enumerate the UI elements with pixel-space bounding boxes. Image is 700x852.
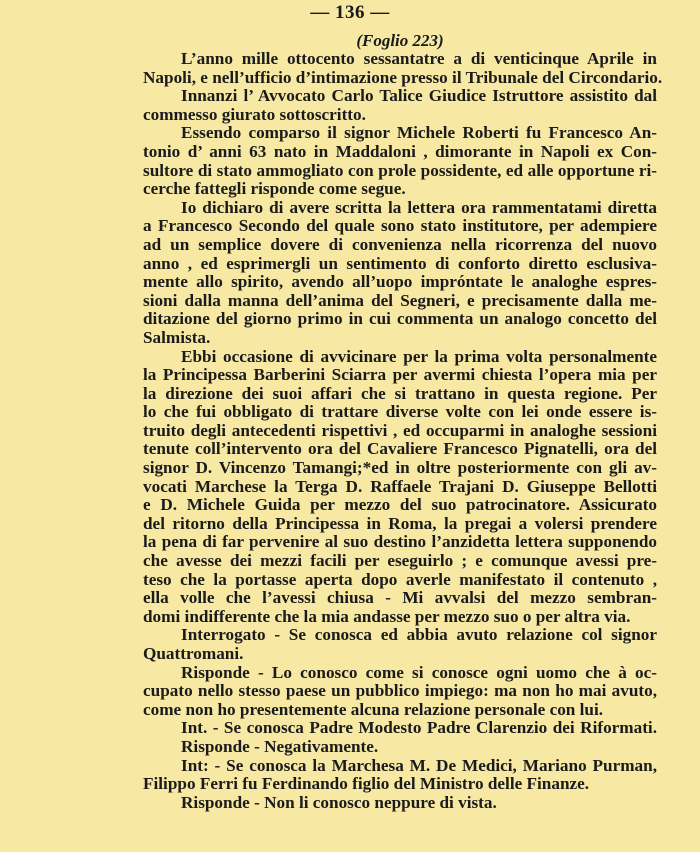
text-line: Salmista. — [143, 327, 211, 347]
text-line: cerche fattegli risponde come segue. — [143, 179, 406, 199]
text-line: lo che fui obbligato di trattare diverse volte con lei onde essere is- — [143, 402, 657, 422]
text-line: anno , ed esprimergli un sentimento di conforto diretto esclusiva- — [143, 253, 657, 273]
text-line: vocati Marchese la Terga D. Raffaele Trajani D. Giuseppe Bellotti — [143, 476, 657, 496]
text-line: Risponde - Negativamente. — [181, 736, 379, 756]
text-line: Filippo Ferri fu Ferdinando figlio del Ministro delle Finanze. — [143, 774, 590, 794]
text-line: del ritorno della Principessa in Roma, la pregai a volersi prendere — [143, 513, 657, 533]
text-line: sioni dalla manna dell’anima del Segneri, e precisamente dalla me- — [143, 290, 657, 310]
text-line: ad un semplice dovere di convenienza nella ricorrenza del nuovo — [143, 234, 657, 254]
text-line: cupato nello stesso paese un pubblico impiego: ma non ho mai avuto, — [143, 681, 657, 701]
page-number: — 136 — — [310, 2, 390, 23]
text-line: commesso giurato sottoscritto. — [143, 104, 366, 124]
text-line: Int: - Se conosca la Marchesa M. De Medici, Mariano Purman, — [181, 755, 657, 775]
text-line: signor D. Vincenzo Tamangi;*ed in oltre posteriormente con gli av- — [143, 458, 657, 478]
text-line: Interrogato - Se conosca ed abbia avuto relazione col signor — [181, 625, 657, 645]
document-body — [143, 49, 663, 812]
text-line: tonio d’ anni 63 nato in Maddaloni , dimorante in Napoli ex Con- — [143, 141, 657, 161]
text-line: la Principessa Barberini Sciarra per avermi chiesta l’opera mia per — [143, 365, 657, 385]
text-line: che avesse dei mezzi facili per eseguirlo ; e comunque avessi pre- — [143, 551, 657, 571]
text-line: mente allo spirito, avendo all’uopo impróntate le analoghe espres- — [143, 272, 657, 292]
text-line: Ebbi occasione di avvicinare per la prima volta personalmente — [181, 346, 657, 366]
text-line: Risponde - Non li conosco neppure di vista. — [181, 792, 497, 812]
text-line: teso che la portasse aperta dopo averle manifestato il contenuto , — [143, 569, 657, 589]
text-line: domi indifferente che la mia andasse per mezzo suo o per altra via. — [143, 606, 631, 626]
text-line: Essendo comparso il signor Michele Roberti fu Francesco An- — [181, 123, 657, 143]
text-line: Innanzi l’ Avvocato Carlo Talice Giudice Istruttore assistito dal — [181, 86, 657, 106]
text-line: Int. - Se conosca Padre Modesto Padre Clarenzio dei Riformati. — [181, 718, 657, 738]
text-line: Risponde - Lo conosco come si conosce ogni uomo che à oc- — [181, 662, 657, 682]
text-line: come non ho presentemente alcuna relazione personale con lui. — [143, 699, 604, 719]
text-line: la direzione dei suoi affari che si trattano in questa regione. Per — [143, 383, 657, 403]
text-line: a Francesco Secondo del quale sono stato institutore, per adempiere — [143, 216, 657, 236]
text-line: e D. Michele Guida per mezzo del suo patrocinatore. Assicurato — [143, 495, 657, 515]
text-line: ella volle che l’avessi chiusa - Mi avvalsi del mezzo sembran- — [143, 588, 657, 608]
text-line: sultore di stato ammogliato con prole possidente, ed alle opportune ri- — [143, 160, 657, 180]
text-line: Io dichiaro di avere scritta la lettera ora rammentatami diretta — [181, 197, 657, 217]
text-line: L’anno mille ottocento sessantatre a di venticinque Aprile in — [181, 49, 657, 68]
sheet-label: (Foglio 223) — [356, 31, 444, 50]
text-line: Napoli, e nell’ufficio d’intimazione presso il Tribunale del Circondario. — [143, 67, 663, 87]
text-line: Quattromani. — [143, 644, 244, 663]
text-line: truito degli antecedenti rispettivi , ed occuparmi in analoghe sessioni — [143, 420, 657, 440]
text-line: ditazione del giorno primo in cui commenta un analogo concetto del — [143, 309, 657, 329]
text-line: la pena di far pervenire al suo destino l’anzidetta lettera supponendo — [143, 532, 657, 552]
text-line: tenute coll’intervento ora del Cavaliere Francesco Pignatelli, ora del — [143, 439, 657, 459]
